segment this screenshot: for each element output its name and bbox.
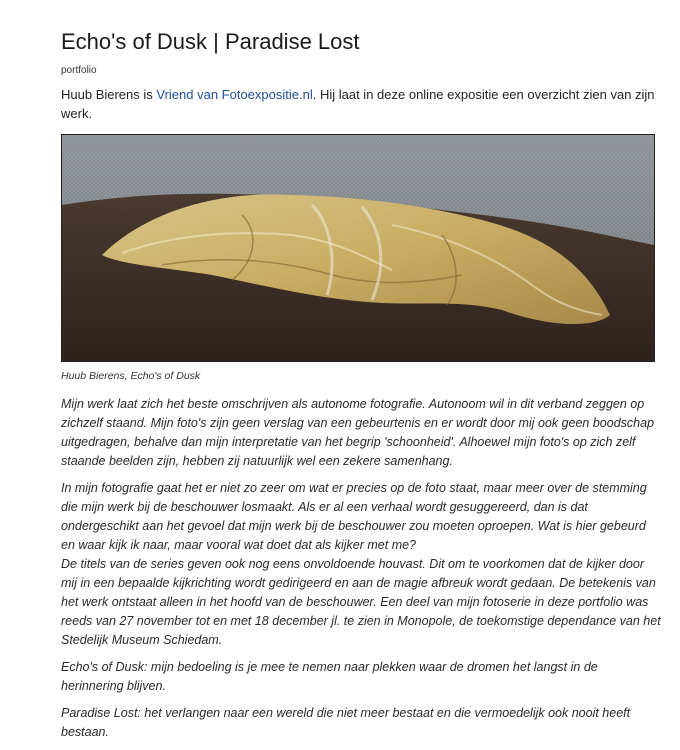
page-title: Echo's of Dusk | Paradise Lost	[61, 29, 360, 54]
paragraph: Paradise Lost: het verlangen naar een wereld die niet meer bestaat en die vermoedelijk ook nooit heeft bestaan.	[61, 706, 631, 739]
intro-text	[61, 85, 661, 123]
image-caption: Huub Bierens, Echo's of Dusk	[61, 370, 201, 382]
featured-photo[interactable]	[61, 134, 655, 362]
paragraph-line: In mijn fotografie gaat het er niet zo zeer om wat er precies op de foto staat, maar meer over de stemming die mijn werk bij de beschouwer losmaakt. Als er al een verhaal wordt gesuggereerd, dan is dat ondergeschikt aan het gevoel dat mijn werk bij de beschouwer zou moeten oproepen. Wat is hier gebeurd en waar kijk ik naar, maar vooral wat doet dat als kijker met me?	[61, 481, 647, 552]
intro-before-link: Huub Bierens is	[61, 87, 157, 102]
paragraph-line: De titels van de series geven ook nog eens onvoldoende houvast. Dit om te voorkomen dat de kijker door mij in een bepaalde kijkrichting wordt gedirigeerd en aan de magie afbreuk wordt gedaan. De betekenis van het werk ontstaat alleen in het hoofd van de beschouwer. Een deel van mijn fotoserie in deze portfolio was reeds van 27 november tot en met 18 december jl. te zien in Monopole, de toekomstige dependance van het Stedelijk Museum Schiedam.	[61, 557, 661, 647]
article-body	[61, 395, 661, 750]
paragraph: Echo's of Dusk: mijn bedoeling is je mee te nemen naar plekken waar de dromen het langst in de herinnering blijven.	[61, 660, 598, 693]
intro-after-link: . Hij laat in deze online expositie een overzicht zien van zijn werk.	[61, 87, 655, 121]
category-link[interactable]: portfolio	[61, 65, 97, 76]
photo-illustration	[62, 135, 654, 361]
paragraph: Mijn werk laat zich het beste omschrijven als autonome fotografie. Autonoom wil in dit verband zeggen op zichzelf staand. Mijn foto's zijn geen verslag van een gebeurtenis en er wordt door mij ook geen boodschap uitgedragen, behalve dan mijn interpretatie van het begrip 'schoonheid'. Alhoewel mijn foto's op zich zelf staande beelden zijn, hebben zij natuurlijk wel een zekere samenhang.	[61, 397, 655, 468]
fotoexpositie-link[interactable]: Vriend van Fotoexpositie.nl	[156, 87, 313, 102]
paragraph	[61, 479, 661, 650]
